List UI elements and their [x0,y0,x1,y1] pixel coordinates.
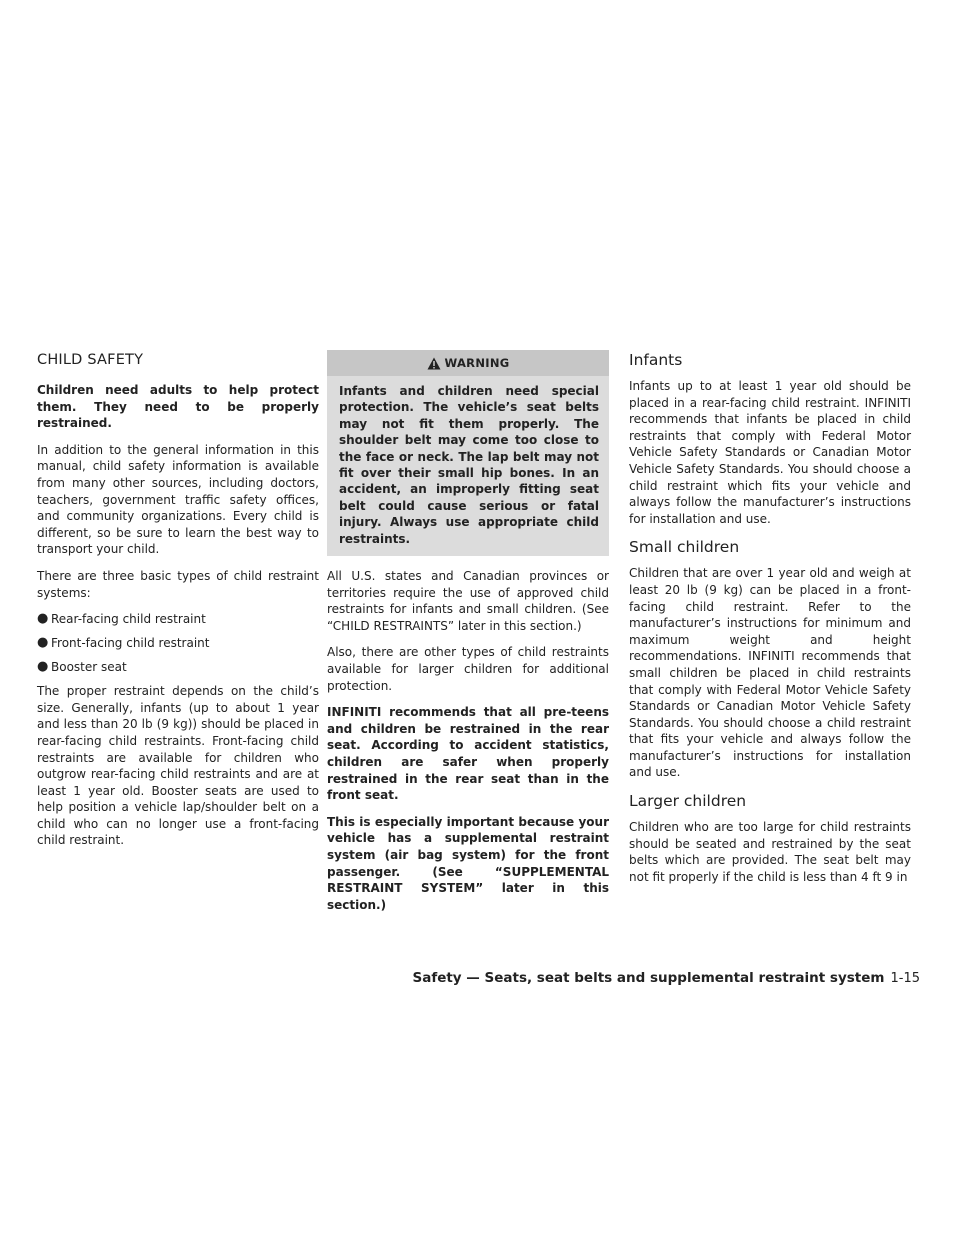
paragraph-state-laws: All U.S. states and Canadian provinces or territories require the use of approved child restraints for infants and small children. (See “CHILD RESTRAINTS” later in this section.) [327,569,609,633]
warning-triangle-icon [427,357,441,370]
subheading-larger-children: Larger children [629,792,747,811]
column-2 [327,350,609,923]
subheading-small-children: Small children [629,538,740,557]
column-1 [37,350,319,859]
list-item: ● Front-facing child restraint [37,635,210,651]
restraint-type-list [37,611,319,675]
bullet-icon: ● [37,611,49,627]
page-footer [412,970,920,986]
page-number: 1-15 [890,971,920,986]
paragraph-rear-seat-recommendation: INFINITI recommends that all pre-teens and children be restrained in the rear seat. According to accident statistics, children are safer when properly restrained in the rear seat than in the front seat. [327,705,609,803]
list-item: ● Rear-facing child restraint [37,611,206,627]
paragraph-info-sources: In addition to the general information in this manual, child safety information is available from many other sources, including doctors, teachers, government traffic safety offices, and community organizations. Every child is different, so be sure to learn the best way to transport your child. [37,442,319,557]
footer-section-title: Safety — Seats, seat belts and supplemental restraint system [412,970,885,986]
paragraph-proper-restraint: The proper restraint depends on the child’s size. Generally, infants (up to about 1 year and less than 20 lb (9 kg)) should be placed in rear-facing child restraints. Front-facing child restraints are available for children who outgrow rear-facing child restraints and are at least 1 year old. Booster seats are used to help position a vehicle lap/shoulder belt on a child who can no longer use a front-facing child restraint. [37,684,319,848]
section-heading-child-safety: CHILD SAFETY [37,352,144,368]
warning-body [327,376,609,556]
warning-header [327,350,609,376]
warning-text: Infants and children need special protection. The vehicle’s seat belts may not fit them properly. The shoulder belt may come too close to the face or neck. The lap belt may not fit over their small hip bones. In an accident, an improperly fitting seat belt could cause serious or fatal injury. Always use appropriate child restraints. [339,384,599,546]
bullet-icon: ● [37,635,49,651]
paragraph-other-restraints: Also, there are other types of child restraints available for larger children for additional protection. [327,645,609,693]
intro-paragraph: Children need adults to help protect them. They need to be properly restrained. [37,383,319,431]
paragraph-restraint-types: There are three basic types of child restraint systems: [37,568,319,600]
warning-title: WARNING [444,356,510,370]
column-3 [629,350,911,895]
paragraph-air-bag-note: This is especially important because your vehicle has a supplemental restraint system (air bag system) for the front passenger. (See “SUPPLEMENTAL RESTRAINT SYSTEM” later in this section.) [327,814,609,912]
warning-box [327,350,609,556]
paragraph-infants: Infants up to at least 1 year old should be placed in a rear-facing child restraint. INFINITI recommends that infants be placed in child restraints that comply with Federal Motor Vehicle Safety Standards or Canadian Motor Vehicle Safety Standards. You should choose a child restraint which fits your vehicle and always follow the manufacturer’s instructions for installation and use. [629,379,911,526]
list-item: ● Booster seat [37,659,127,675]
bullet-icon: ● [37,659,49,675]
paragraph-larger-children: Children who are too large for child restraints should be seated and restrained by the seat belts which are provided. The seat belt may not fit properly if the child is less than 4 ft 9 in [629,820,911,884]
paragraph-small-children: Children that are over 1 year old and weigh at least 20 lb (9 kg) can be placed in a front-facing child restraint. Refer to the manufacturer’s instructions for minimum and maximum weight and height recommendations. INFINITI recommends that small children be placed in child restraints that comply with Federal Motor Vehicle Safety Standards or Canadian Motor Vehicle Safety Standards. You should choose a child restraint that fits your vehicle and always follow the manufacturer’s instructions for installation and use. [629,566,911,780]
subheading-infants: Infants [629,351,683,369]
